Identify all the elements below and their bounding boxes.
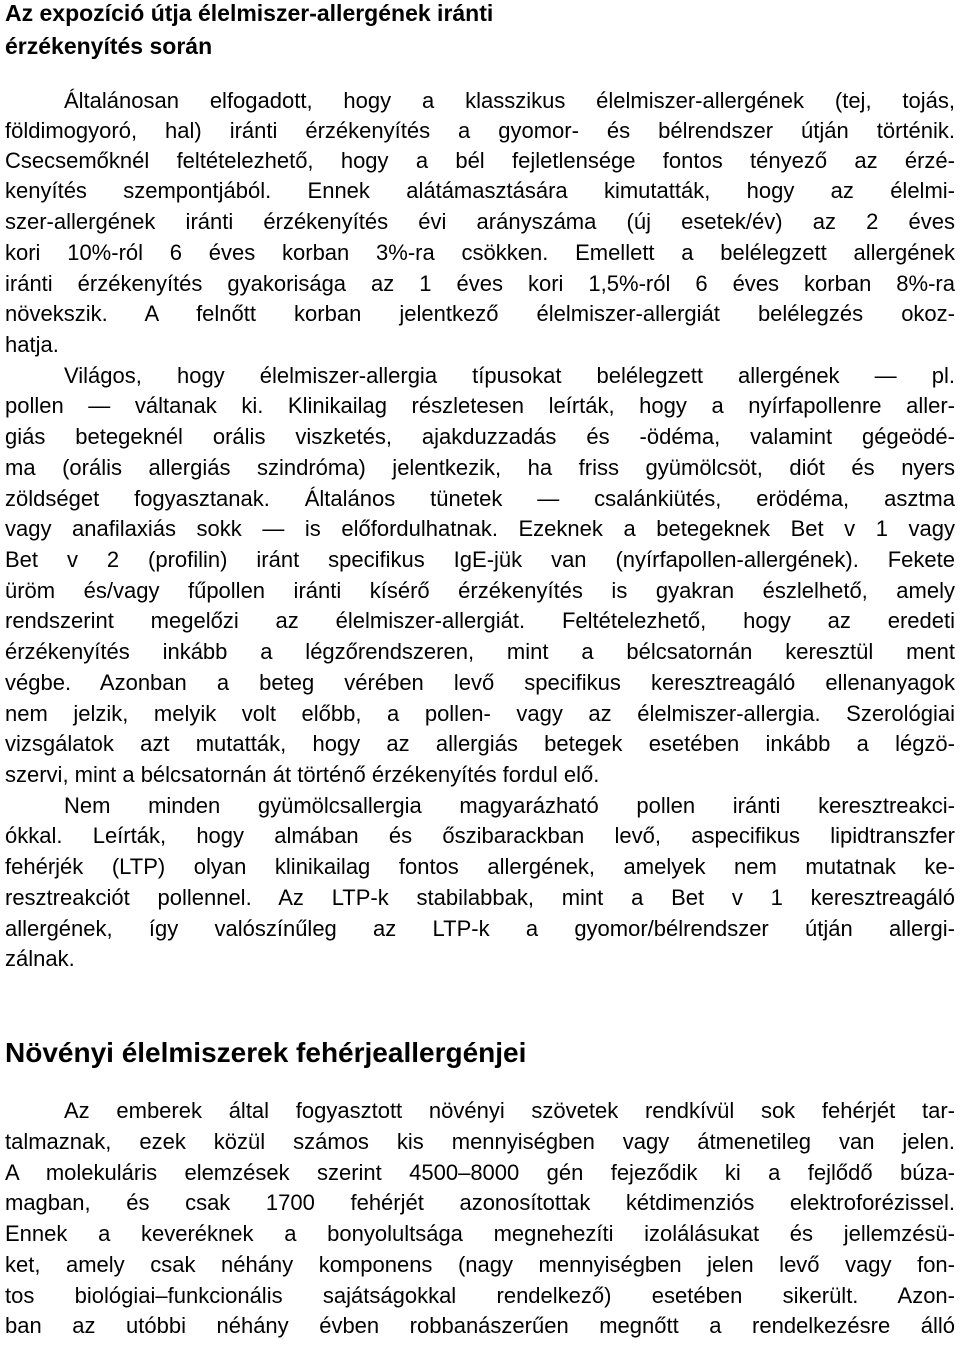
text-line: ban az utóbbi néhány évben robbanászerűen megnőtt a rendelkezésre álló xyxy=(5,1313,955,1338)
text-line: pollen — váltanak ki. Klinikailag részletesen leírták, hogy a nyírfapollenre aller- xyxy=(5,393,955,418)
text-line: Világos, hogy élelmiszer-allergia típusokat belélegzett allergének — pl. xyxy=(64,363,955,388)
text-line: kenyítés szempontjából. Ennek alátámasztására kimutatták, hogy az élelmi- xyxy=(5,178,955,203)
text-line: Nem minden gyümölcsallergia magyarázható pollen iránti keresztreakci- xyxy=(64,793,955,818)
text-line: Az emberek által fogyasztott növényi szövetek rendkívül sok fehérjét tar- xyxy=(64,1098,955,1123)
text-line: Általánosan elfogadott, hogy a klasszikus élelmiszer-allergének (tej, tojás, xyxy=(64,88,955,113)
text-line: szervi, mint a bélcsatornán át történő érzékenyítés fordul elő. xyxy=(5,762,600,787)
text-line: resztreakciót pollennel. Az LTP-k stabilabbak, mint a Bet v 1 keresztreagáló xyxy=(5,885,955,910)
text-line: rendszerint megelőzi az élelmiszer-allergiát. Feltételezhető, hogy az eredeti xyxy=(5,608,955,633)
section-heading-exposure xyxy=(5,0,955,63)
section-heading-plant-proteins: Növényi élelmiszerek fehérjeallergénjei xyxy=(5,1037,527,1068)
text-line: talmaznak, ezek közül számos kis mennyiségben vagy átmenetileg van jelen. xyxy=(5,1129,955,1154)
text-line: vagy anafilaxiás sokk — is előfordulhatnak. Ezeknek a betegeknek Bet v 1 vagy xyxy=(5,516,955,541)
text-line: fehérjék (LTP) olyan klinikailag fontos allergének, amelyek nem mutatnak ke- xyxy=(5,854,955,879)
text-line: növekszik. A felnőtt korban jelentkező élelmiszer-allergiát belélegzés okoz- xyxy=(5,301,955,326)
text-line: üröm és/vagy fűpollen iránti kísérő érzékenyítés is gyakran észlelhető, amely xyxy=(5,578,955,603)
text-line: tos biológiai–funkcionális sajátságokkal rendelkező) esetében sikerült. Azon- xyxy=(5,1283,955,1308)
text-line: vizsgálatok azt mutatták, hogy az allergiás betegek esetében inkább a légzö- xyxy=(5,731,955,756)
text-line: Bet v 2 (profilin) iránt specifikus IgE-jük van (nyírfapollen-allergének). Fekete xyxy=(5,547,955,572)
text-line: ket, amely csak néhány komponens (nagy mennyiségben jelen levő vagy fon- xyxy=(5,1252,955,1277)
text-line: ókkal. Leírták, hogy almában és őszibarackban levő, aspecifikus lipidtranszfer xyxy=(5,823,955,848)
text-line: földimogyoró, hal) iránti érzékenyítés a gyomor- és bélrendszer útján történik. xyxy=(5,118,955,143)
text-line: hatja. xyxy=(5,332,59,357)
text-line: érzékenyítés inkább a légzőrendszeren, mint a bélcsatornán keresztül ment xyxy=(5,639,955,664)
text-line: A molekuláris elemzések szerint 4500–8000 gén fejeződik ki a fejlődő búza- xyxy=(5,1160,955,1185)
text-line: nem jelzik, melyik volt előbb, a pollen- vagy az élelmiszer-allergia. Szerológiai xyxy=(5,701,955,726)
text-line: Csecsemőknél feltételezhető, hogy a bél fejletlensége fontos tényező az érzé- xyxy=(5,148,955,173)
text-line: végbe. Azonban a beteg vérében levő specifikus keresztreagáló ellenanyagok xyxy=(5,670,955,695)
text-line: ma (orális allergiás szindróma) jelentkezik, ha friss gyümölcsöt, diót és nyers xyxy=(5,455,955,480)
text-line: magban, és csak 1700 fehérjét azonosítottak kétdimenziós elektroforézissel. xyxy=(5,1190,955,1215)
text-line: allergének, így valószínűleg az LTP-k a gyomor/bélrendszer útján allergi- xyxy=(5,916,955,941)
text-line: giás betegeknél orális viszketés, ajakduzzadás és -ödéma, valamint gégeödé- xyxy=(5,424,955,449)
text-line: kori 10%-ról 6 éves korban 3%-ra csökken. Emellett a belélegzett allergének xyxy=(5,240,955,265)
text-line: iránti érzékenyítés gyakorisága az 1 éves kori 1,5%-ról 6 éves korban 8%-ra xyxy=(5,271,955,296)
text-line: zöldséget fogyasztanak. Általános tünetek — csalánkiütés, erödéma, asztma xyxy=(5,486,955,511)
text-line: szer-allergének iránti érzékenyítés évi arányszáma (új esetek/év) az 2 éves xyxy=(5,209,955,234)
text-line: zálnak. xyxy=(5,946,75,971)
text-line: Ennek a keveréknek a bonyolultsága megnehezíti izolálásukat és jellemzésü- xyxy=(5,1221,955,1246)
heading-line: érzékenyítés során xyxy=(5,33,213,59)
heading-line: Az expozíció útja élelmiszer-allergének iránti xyxy=(5,0,494,26)
